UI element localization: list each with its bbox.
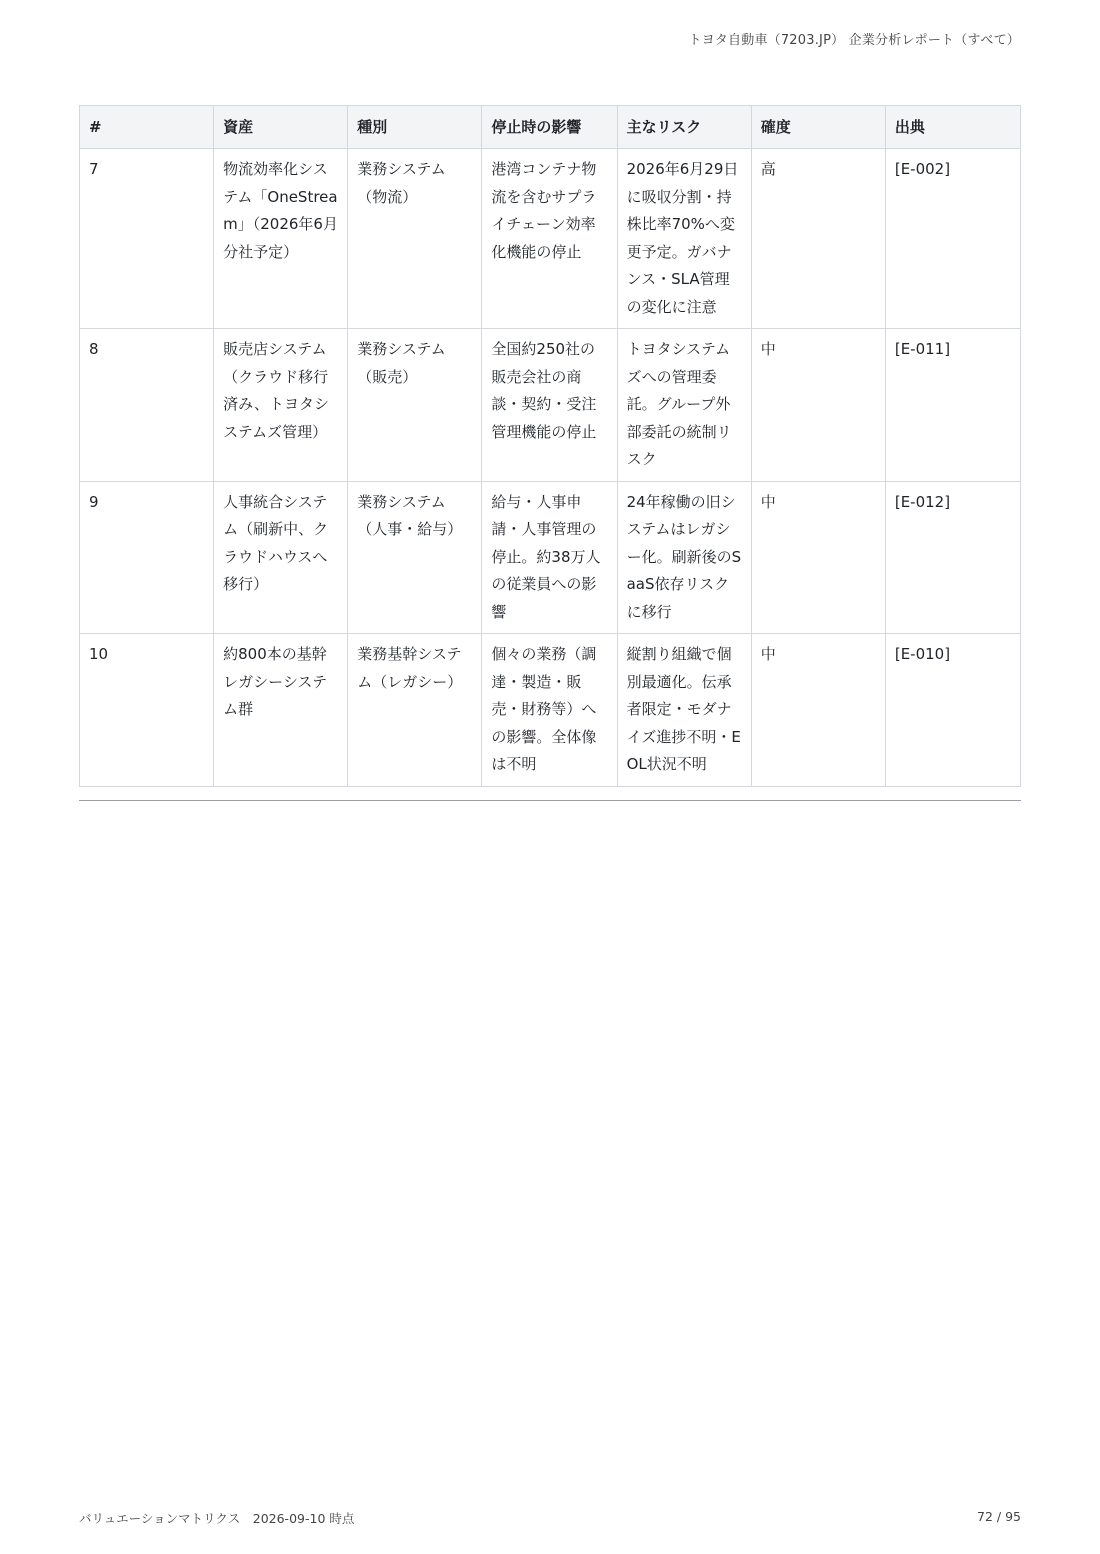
cell-source: [E-012] [885,481,1020,634]
footer-report-name: バリュエーションマトリクス 2026-09-10 時点 [79,1511,355,1526]
table-header-row [80,106,1021,149]
cell-asset: 物流効率化システム「OneStream」（2026年6月分社予定） [214,149,348,329]
table-row [80,634,1021,787]
cell-confidence: 中 [751,329,885,482]
column-header-risk: 主なリスク [617,106,751,149]
column-header-impact: 停止時の影響 [482,106,617,149]
cell-source: [E-011] [885,329,1020,482]
page-number: 72 / 95 [977,1509,1021,1524]
cell-source: [E-002] [885,149,1020,329]
cell-asset: 販売店システム（クラウド移行済み、トヨタシステムズ管理） [214,329,348,482]
cell-number: 8 [80,329,214,482]
table-row [80,481,1021,634]
cell-confidence: 高 [751,149,885,329]
asset-table-container [79,105,1021,787]
column-header-source: 出典 [885,106,1020,149]
table-row [80,329,1021,482]
running-header: トヨタ自動車（7203.JP） 企業分析レポート（すべて） [688,33,1020,48]
cell-source: [E-010] [885,634,1020,787]
cell-impact: 全国約250社の販売会社の商談・契約・受注管理機能の停止 [482,329,617,482]
cell-asset: 人事統合システム（刷新中、クラウドハウスへ移行） [214,481,348,634]
cell-impact: 港湾コンテナ物流を含むサプライチェーン効率化機能の停止 [482,149,617,329]
cell-impact: 個々の業務（調達・製造・販売・財務等）への影響。全体像は不明 [482,634,617,787]
cell-type: 業務基幹システム（レガシー） [348,634,482,787]
cell-number: 7 [80,149,214,329]
cell-impact: 給与・人事申請・人事管理の停止。約38万人の従業員への影響 [482,481,617,634]
cell-type: 業務システム（人事・給与） [348,481,482,634]
cell-risk: 24年稼働の旧システムはレガシー化。刷新後のSaaS依存リスクに移行 [617,481,751,634]
cell-number: 9 [80,481,214,634]
column-header-type: 種別 [348,106,482,149]
cell-confidence: 中 [751,634,885,787]
asset-table [79,105,1021,787]
cell-risk: トヨタシステムズへの管理委託。グループ外部委託の統制リスク [617,329,751,482]
cell-risk: 縦割り組織で個別最適化。伝承者限定・モダナイズ進捗不明・EOL状況不明 [617,634,751,787]
cell-type: 業務システム（販売） [348,329,482,482]
cell-asset: 約800本の基幹レガシーシステム群 [214,634,348,787]
column-header-asset: 資産 [214,106,348,149]
cell-risk: 2026年6月29日に吸収分割・持株比率70%へ変更予定。ガバナンス・SLA管理の変化に注意 [617,149,751,329]
section-divider [79,800,1021,801]
cell-type: 業務システム（物流） [348,149,482,329]
cell-number: 10 [80,634,214,787]
table-row [80,149,1021,329]
column-header-number: # [80,106,214,149]
cell-confidence: 中 [751,481,885,634]
column-header-confidence: 確度 [751,106,885,149]
